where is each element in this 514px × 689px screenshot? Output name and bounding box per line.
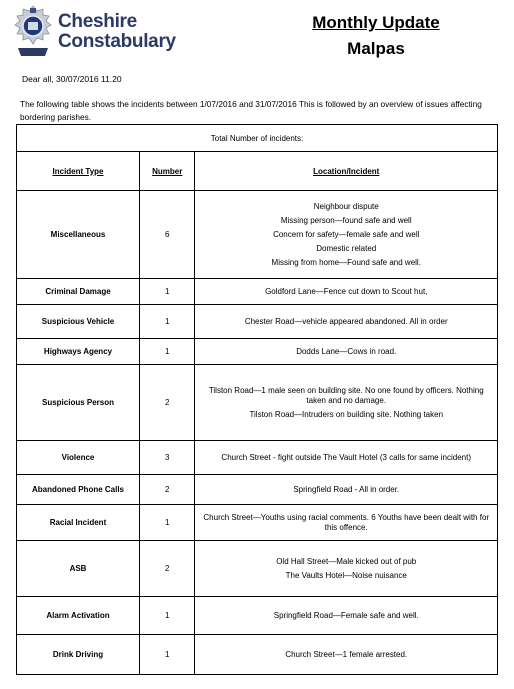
column-header-number: Number [140, 152, 195, 191]
location-line: Missing person—found safe and well [280, 215, 412, 225]
incident-number-cell: 1 [140, 597, 195, 635]
location-cell [195, 505, 498, 541]
location-line: Springfield Road—Female safe and well. [273, 610, 419, 620]
incident-number-cell: 3 [140, 441, 195, 475]
location-line: Chester Road—vehicle appeared abandoned. All in order [244, 316, 448, 326]
location-line: Domestic related [316, 243, 377, 253]
table-row [17, 475, 498, 505]
incident-type-cell: Abandoned Phone Calls [17, 475, 140, 505]
incident-number-cell: 2 [140, 541, 195, 597]
total-label: Total Number of incidents: [17, 125, 498, 152]
location-line: Goldford Lane—Fence cut down to Scout hut, [265, 286, 428, 296]
table-row [17, 279, 498, 305]
police-crest-icon [10, 4, 56, 60]
table-row [17, 635, 498, 675]
brand-name [58, 12, 176, 52]
table-row [17, 305, 498, 339]
incident-type-cell: Miscellaneous [17, 191, 140, 279]
greeting: Dear all, 30/07/2016 11.20 [22, 74, 122, 84]
location-line: The Vaults Hotel—Noise nuisance [285, 570, 407, 580]
column-header-location: Location/Incident [195, 152, 498, 191]
incident-type-cell: ASB [17, 541, 140, 597]
incident-number-cell: 6 [140, 191, 195, 279]
intro-paragraph: The following table shows the incidents between 1/07/2016 and 31/07/2016 This is followed by an overview of issues affecting bordering parishes. [20, 99, 482, 122]
incident-number-cell: 2 [140, 475, 195, 505]
location-cell [195, 365, 498, 441]
table-row [17, 441, 498, 475]
incident-type-cell: Suspicious Vehicle [17, 305, 140, 339]
location-cell [195, 279, 498, 305]
document-title: Monthly Update [312, 13, 440, 32]
document-title-block [296, 10, 456, 62]
location-line: Dodds Lane—Cows in road. [296, 346, 397, 356]
location-cell [195, 191, 498, 279]
location-line: Church Street—1 female arrested. [285, 649, 408, 659]
column-header-type: Incident Type [17, 152, 140, 191]
incident-number-cell: 1 [140, 635, 195, 675]
page-header [0, 0, 514, 70]
incident-type-cell: Suspicious Person [17, 365, 140, 441]
location-line: Church Street - fight outside The Vault Hotel (3 calls for same incident) [221, 452, 472, 462]
incident-type-cell: Highways Agency [17, 339, 140, 365]
table-row [17, 191, 498, 279]
location-cell [195, 475, 498, 505]
incident-number-cell: 1 [140, 279, 195, 305]
incident-type-cell: Alarm Activation [17, 597, 140, 635]
table-body [17, 191, 498, 675]
table-row [17, 597, 498, 635]
table-row [17, 365, 498, 441]
document-subtitle: Malpas [347, 39, 405, 58]
location-line: Old Hall Street—Male kicked out of pub [276, 556, 417, 566]
location-line: Church Street—Youths using racial comments. 6 Youths have been dealt with for this offence. [203, 512, 490, 532]
total-row [17, 125, 498, 152]
incident-number-cell: 1 [140, 505, 195, 541]
location-cell [195, 541, 498, 597]
location-cell [195, 441, 498, 475]
location-cell [195, 305, 498, 339]
location-cell [195, 635, 498, 675]
location-line: Concern for safety—female safe and well [273, 229, 420, 239]
location-line: Tilston Road—Intruders on building site. Nothing taken [249, 409, 444, 419]
incident-type-cell: Racial Incident [17, 505, 140, 541]
incident-number-cell: 1 [140, 339, 195, 365]
location-cell [195, 339, 498, 365]
location-line: Missing from home—Found safe and well. [271, 257, 421, 267]
incidents-table [16, 124, 498, 675]
incident-type-cell: Criminal Damage [17, 279, 140, 305]
table-row [17, 339, 498, 365]
incident-type-cell: Drink Driving [17, 635, 140, 675]
brand-line-1: Cheshire [58, 11, 137, 32]
incident-number-cell: 2 [140, 365, 195, 441]
incident-number-cell: 1 [140, 305, 195, 339]
location-line: Neighbour dispute [313, 201, 379, 211]
location-line: Tilston Road—1 male seen on building site. No one found by officers. Nothing taken and no damage. [208, 385, 484, 405]
location-cell [195, 597, 498, 635]
table-row [17, 505, 498, 541]
incident-type-cell: Violence [17, 441, 140, 475]
header-row [17, 152, 498, 191]
brand-line-2: Constabulary [58, 31, 176, 52]
location-line: Springfield Road - All in order. [293, 484, 400, 494]
table-row [17, 541, 498, 597]
